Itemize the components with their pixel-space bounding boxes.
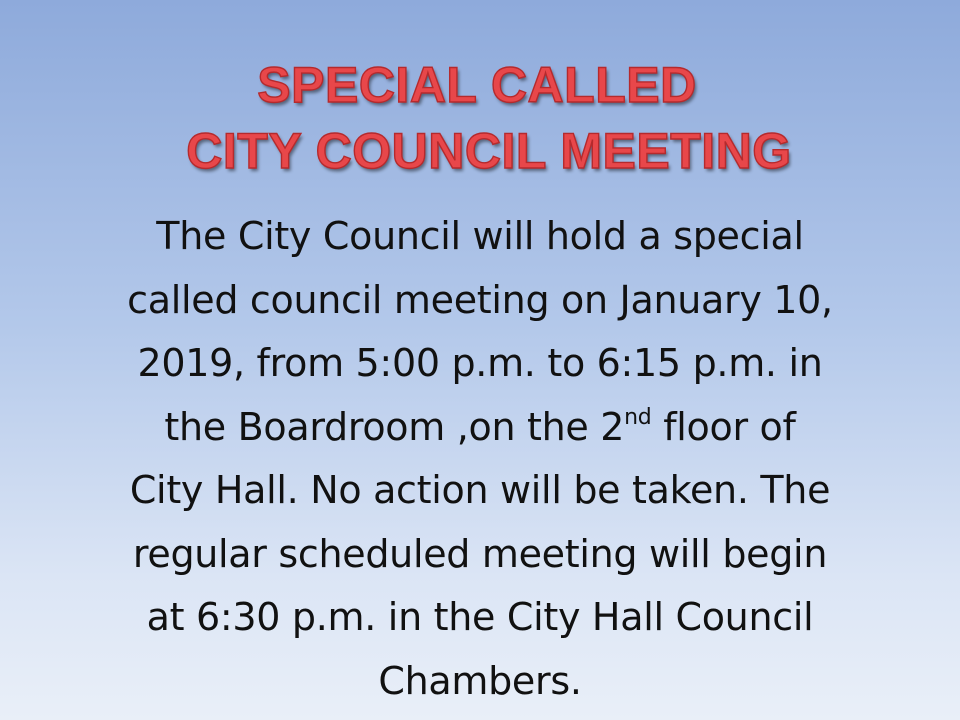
body-line-6: regular scheduled meeting will begin [132, 531, 828, 576]
body-line-3: 2019, from 5:00 p.m. to 6:15 p.m. in [137, 341, 823, 385]
body-line-2: called council meeting on January 10, [127, 277, 833, 322]
announcement-body [40, 205, 920, 713]
body-line-4-start: the Boardroom ,on the 2 [164, 404, 625, 449]
body-line-1: The City Council will hold a special [156, 214, 804, 258]
slide-title [0, 52, 960, 184]
body-line-4-end: floor of [651, 404, 796, 449]
body-line-4 [40, 396, 920, 460]
body-line-5: City Hall. No action will be taken. The [129, 468, 831, 512]
body-line-8: Chambers. [378, 658, 582, 703]
ordinal-suffix: nd [624, 404, 652, 430]
body-line-7: at 6:30 p.m. in the City Hall Council [146, 595, 814, 639]
title-line-1: SPECIAL CALLED [257, 57, 697, 113]
title-line-2: CITY COUNCIL MEETING [186, 123, 792, 179]
